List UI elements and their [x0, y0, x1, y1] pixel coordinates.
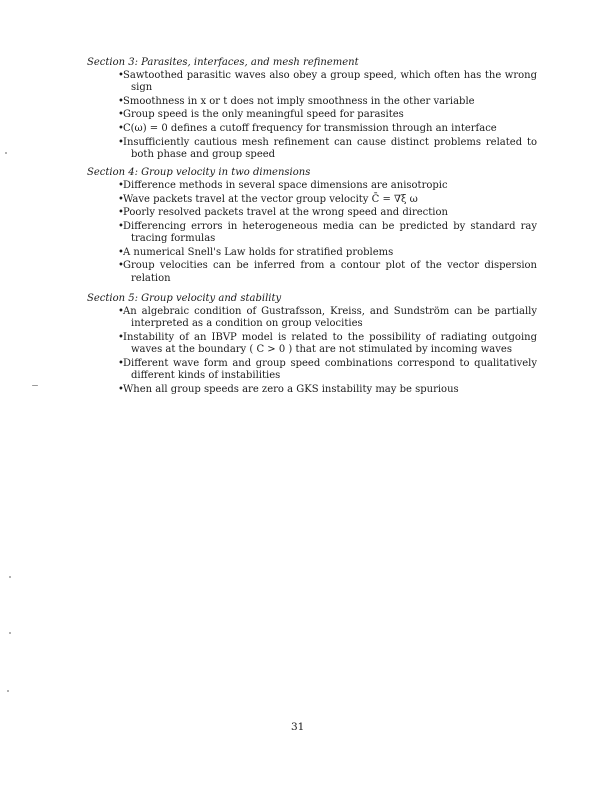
list-item: • Smoothness in x or t does not imply smoothness in the other variable — [118, 96, 537, 108]
section-3 — [87, 56, 537, 163]
list-item: • Instability of an IBVP model is related to the possibility of radiating outgoing waves at the boundary ( C > 0 ) that are not stimulated by incoming waves — [118, 332, 537, 357]
section-heading: Section 4: Group velocity in two dimensions — [87, 167, 311, 178]
page-number: 31 — [291, 721, 305, 733]
list-item: • Difference methods in several space dimensions are anisotropic — [118, 180, 537, 192]
section-5 — [87, 292, 537, 397]
scan-speck — [7, 690, 9, 692]
list-item: • Differencing errors in heterogeneous media can be predicted by standard ray tracing formulas — [118, 221, 537, 246]
list-item: • Sawtoothed parasitic waves also obey a group speed, which often has the wrong sign — [118, 70, 537, 95]
scan-speck — [9, 632, 11, 634]
scan-speck — [9, 576, 11, 578]
list-item: • Group velocities can be inferred from a contour plot of the vector dispersion relation — [118, 260, 537, 285]
list-item: • When all group speeds are zero a GKS instability may be spurious — [118, 384, 537, 396]
list-item: • Wave packets travel at the vector group velocity C̄ = ∇ξ ω — [118, 194, 537, 206]
list-item: • An algebraic condition of Gustrafsson, Kreiss, and Sundström can be partially interpreted as a condition on group velocities — [118, 306, 537, 331]
bullet-list — [87, 180, 537, 285]
bullet-list — [87, 306, 537, 396]
section-heading: Section 5: Group velocity and stability — [87, 293, 282, 304]
list-item: • Poorly resolved packets travel at the wrong speed and direction — [118, 207, 537, 219]
scan-speck — [32, 385, 38, 386]
scan-speck — [5, 152, 7, 154]
section-heading: Section 3: Parasites, interfaces, and mesh refinement — [87, 57, 359, 68]
list-item: • Different wave form and group speed combinations correspond to qualitatively different kinds of instabilities — [118, 358, 537, 383]
list-item: • Group speed is the only meaningful speed for parasites — [118, 109, 537, 121]
list-item: • C(ω) = 0 defines a cutoff frequency for transmission through an interface — [118, 123, 537, 135]
bullet-list — [87, 70, 537, 161]
list-item: • A numerical Snell's Law holds for stratified problems — [118, 247, 537, 259]
list-item: • Insufficiently cautious mesh refinement can cause distinct problems related to both phase and group speed — [118, 137, 537, 162]
section-4 — [87, 166, 537, 286]
